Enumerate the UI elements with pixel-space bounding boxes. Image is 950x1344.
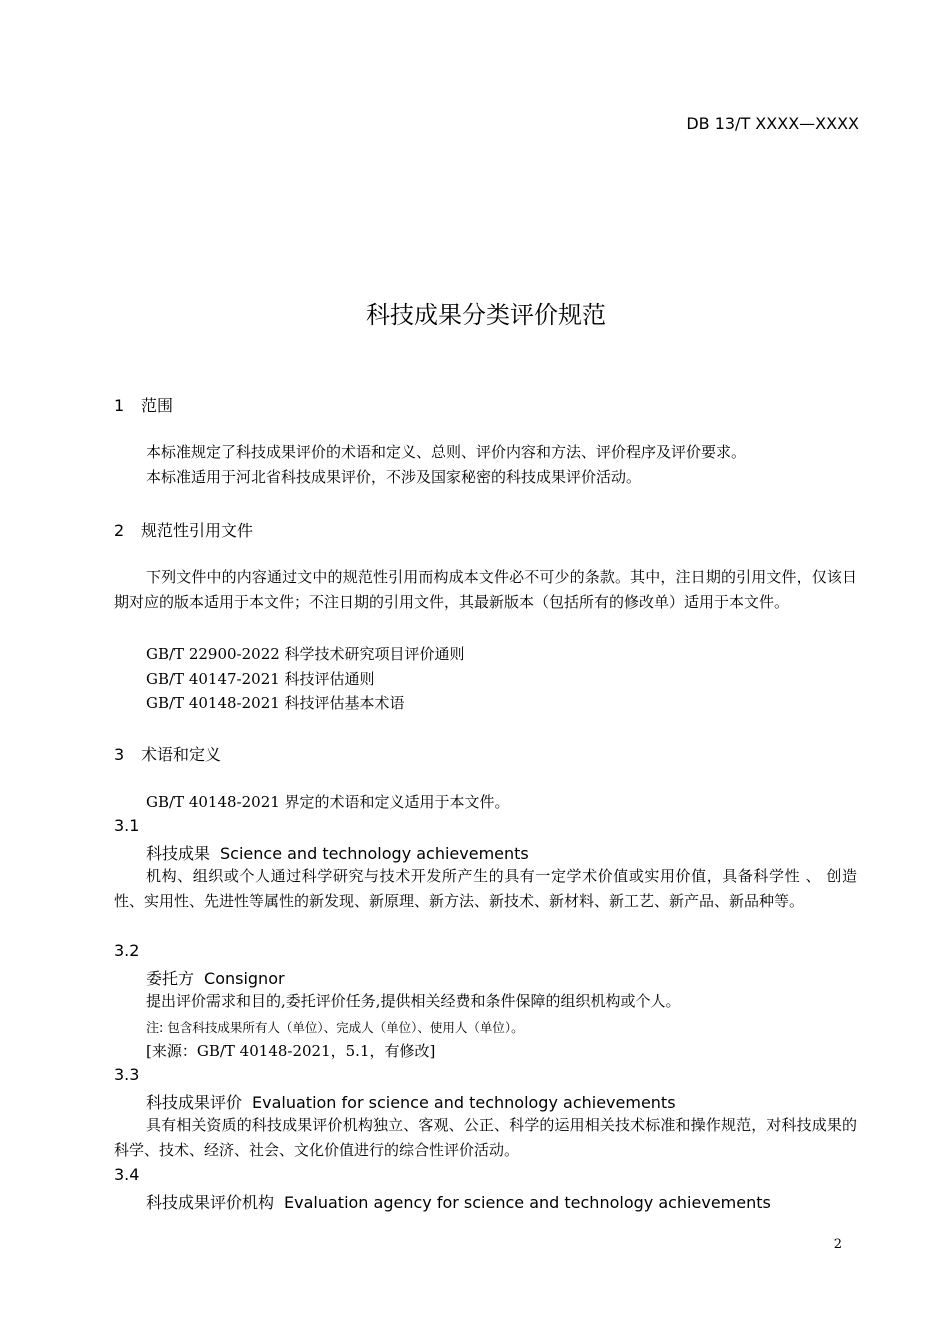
reference-item: GB/T 40148-2021 科技评估基本术语 [146, 694, 405, 712]
term-name-zh: 科技成果 [146, 844, 211, 863]
section-title: 术语和定义 [141, 745, 222, 764]
note-label: 注: [146, 1021, 164, 1036]
term-note [146, 1017, 524, 1036]
section-number: 2 [114, 521, 125, 540]
term-name-zh: 委托方 [146, 969, 195, 988]
term-definition: 提出评价需求和目的,委托评价任务,提供相关经费和条件保障的组织机构或个人。 [146, 992, 681, 1010]
section-1-paragraph-1: 本标准规定了科技成果评价的术语和定义、总则、评价内容和方法、评价程序及评价要求。 [146, 443, 747, 461]
term-source: [来源：GB/T 40148-2021，5.1，有修改] [146, 1042, 436, 1060]
term-definition: 具有相关资质的科技成果评价机构独立、客观、公正、科学的运用相关技术标准和操作规范，对科技成果的科学、技术、经济、社会、文化价值进行的综合性评价活动。 [114, 1116, 857, 1159]
section-2-heading [114, 518, 253, 541]
section-2-intro: 下列文件中的内容通过文中的规范性引用而构成本文件必不可少的条款。其中，注日期的引用文件，仅该日期对应的版本适用于本文件；不注日期的引用文件，其最新版本（包括所有的修改单）适用于本文件。 [114, 568, 857, 611]
term-heading [146, 966, 285, 989]
term-name-en: Science and technology achievements [220, 844, 529, 863]
term-name-zh: 科技成果评价 [146, 1093, 243, 1112]
reference-item: GB/T 40147-2021 科技评估通则 [146, 670, 375, 688]
page-number: 2 [833, 1237, 842, 1252]
section-number: 3 [114, 745, 125, 764]
standard-code: DB 13/T XXXX—XXXX [686, 114, 859, 133]
section-title: 规范性引用文件 [141, 521, 254, 540]
term-definition: 机构、组织或个人通过科学研究与技术开发所产生的具有一定学术价值或实用价值，具备科学性 、 创造性、实用性、先进性等属性的新发现、新原理、新方法、新技术、新材料、新工艺、新产品、新品种等。 [114, 867, 857, 910]
term-heading [146, 1190, 771, 1213]
term-number: 3.1 [114, 816, 140, 835]
note-text: 包含科技成果所有人（单位）、完成人（单位）、使用人（单位）。 [167, 1020, 524, 1035]
section-number: 1 [114, 396, 125, 415]
term-heading [146, 841, 529, 864]
term-name-zh: 科技成果评价机构 [146, 1193, 275, 1212]
section-3-intro: GB/T 40148-2021 界定的术语和定义适用于本文件。 [146, 793, 510, 811]
term-name-en: Evaluation for science and technology achievements [252, 1093, 676, 1112]
term-number: 3.3 [114, 1065, 140, 1084]
section-3-heading [114, 742, 221, 765]
document-title: 科技成果分类评价规范 [366, 301, 606, 329]
section-title: 范围 [141, 396, 174, 415]
term-number: 3.2 [114, 941, 140, 960]
section-1-paragraph-2: 本标准适用于河北省科技成果评价，不涉及国家秘密的科技成果评价活动。 [146, 468, 642, 486]
term-name-en: Evaluation agency for science and technology achievements [284, 1193, 771, 1212]
term-number: 3.4 [114, 1165, 140, 1184]
term-heading [146, 1090, 676, 1113]
reference-item: GB/T 22900-2022 科学技术研究项目评价通则 [146, 645, 465, 663]
term-name-en: Consignor [204, 969, 285, 988]
section-1-heading [114, 393, 173, 416]
